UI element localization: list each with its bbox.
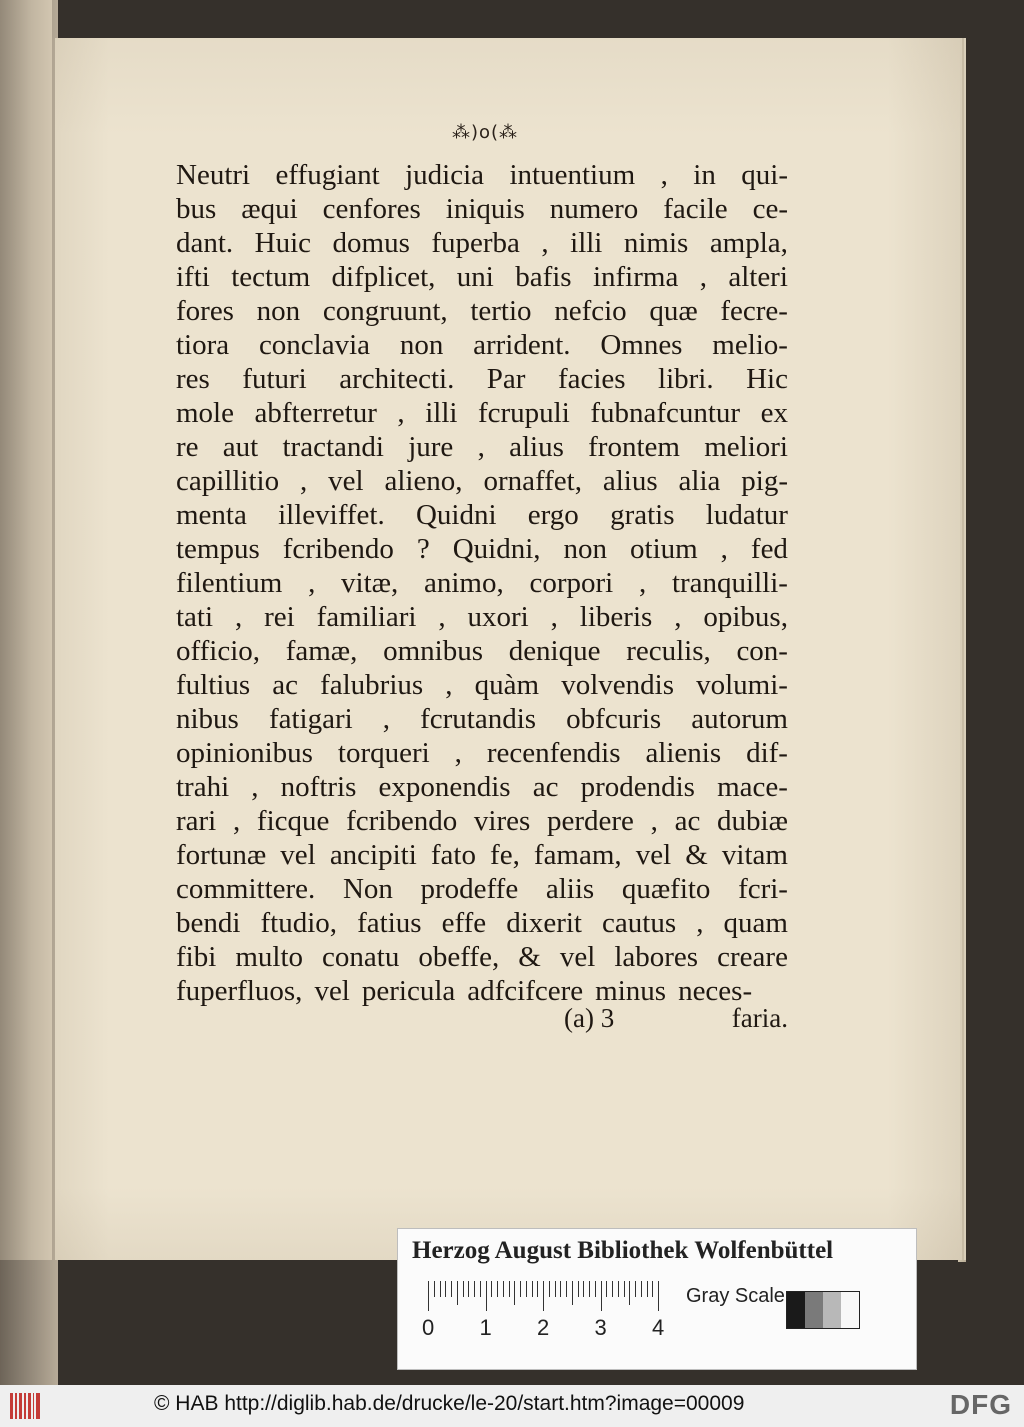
word: æqui bbox=[241, 193, 298, 225]
word: con- bbox=[736, 635, 788, 667]
word: , bbox=[454, 737, 462, 769]
word: noftris bbox=[280, 771, 357, 803]
word: volvendis bbox=[561, 669, 674, 701]
word: illi bbox=[570, 227, 603, 259]
word: dixerit bbox=[506, 907, 582, 939]
word: exponendis bbox=[378, 771, 511, 803]
word: , bbox=[445, 669, 453, 701]
word: jure bbox=[408, 431, 454, 463]
word: alia bbox=[678, 465, 721, 497]
word: menta bbox=[176, 499, 247, 531]
word: fato bbox=[430, 839, 476, 871]
word: mace- bbox=[717, 771, 788, 803]
word: ? bbox=[416, 533, 430, 565]
ruler-tick bbox=[514, 1281, 515, 1305]
word: Neutri bbox=[176, 159, 251, 191]
word: aut bbox=[222, 431, 259, 463]
facing-page bbox=[0, 0, 52, 1260]
word: Quidni, bbox=[452, 533, 541, 565]
text-line bbox=[176, 906, 788, 940]
ruler-tick bbox=[503, 1281, 504, 1297]
word: , bbox=[234, 601, 243, 633]
word: iniquis bbox=[445, 193, 525, 225]
word: perdere bbox=[546, 805, 634, 837]
ruler-tick bbox=[612, 1281, 613, 1297]
ruler-tick bbox=[537, 1281, 538, 1297]
text-line bbox=[176, 294, 788, 328]
word: fubnafcuntur bbox=[590, 397, 741, 429]
ruler-tick bbox=[520, 1281, 521, 1297]
ruler-tick bbox=[526, 1281, 527, 1297]
word: tractandi bbox=[282, 431, 384, 463]
word: in bbox=[693, 159, 716, 191]
word: futuri bbox=[242, 363, 307, 395]
word: fcribendo bbox=[282, 533, 394, 565]
word: vitæ, bbox=[341, 567, 399, 599]
word: vel bbox=[559, 941, 596, 973]
word: ornaffet, bbox=[483, 465, 582, 497]
word: libri. bbox=[658, 363, 714, 395]
word: res bbox=[176, 363, 210, 395]
ruler-tick bbox=[532, 1281, 533, 1297]
header-ornament: ⁂)o(⁂ bbox=[451, 122, 519, 143]
ruler-tick bbox=[463, 1281, 464, 1297]
word: arrident. bbox=[473, 329, 571, 361]
word: effe bbox=[441, 907, 487, 939]
word: fatigari bbox=[268, 703, 353, 735]
word: domus bbox=[332, 227, 410, 259]
copyright-link[interactable]: © HAB http://diglib.hab.de/drucke/le-20/start.htm?image=00009 bbox=[154, 1392, 745, 1415]
word: difplicet, bbox=[331, 261, 436, 293]
word: opibus, bbox=[703, 601, 788, 633]
page-footer bbox=[176, 1003, 788, 1043]
word: autorum bbox=[691, 703, 788, 735]
word: ifti bbox=[176, 261, 210, 293]
word: & bbox=[518, 941, 541, 973]
word: tectum bbox=[231, 261, 311, 293]
word: fores bbox=[176, 295, 234, 327]
text-line bbox=[176, 634, 788, 668]
ruler-tick bbox=[434, 1281, 435, 1297]
word: non bbox=[563, 533, 608, 565]
word: prodeffe bbox=[420, 873, 519, 905]
word: uni bbox=[456, 261, 494, 293]
word: ampla, bbox=[709, 227, 788, 259]
word: ftudio, bbox=[260, 907, 338, 939]
gray-scale-label: Gray Scale bbox=[686, 1285, 785, 1307]
ruler-tick bbox=[560, 1281, 561, 1297]
word: , bbox=[438, 601, 446, 633]
ruler-tick bbox=[578, 1281, 579, 1297]
word: conclavia bbox=[258, 329, 371, 361]
word: cautus bbox=[602, 907, 677, 939]
word: aliis bbox=[545, 873, 595, 905]
word: fuperfluos, bbox=[176, 975, 303, 1007]
word: prodendis bbox=[580, 771, 695, 803]
ruler-tick bbox=[549, 1281, 550, 1297]
word: tertio bbox=[470, 295, 532, 327]
word: meliori bbox=[704, 431, 788, 463]
word: vel bbox=[635, 839, 672, 871]
gray-swatch bbox=[841, 1292, 859, 1328]
text-line bbox=[176, 566, 788, 600]
word: rari bbox=[176, 805, 217, 837]
word: Quidni bbox=[415, 499, 497, 531]
ruler-tick bbox=[601, 1281, 602, 1311]
word: , bbox=[299, 465, 308, 497]
ruler-tick bbox=[451, 1281, 452, 1297]
word: volumi- bbox=[696, 669, 788, 701]
hab-logo-icon bbox=[10, 1393, 40, 1419]
word: neces- bbox=[678, 975, 753, 1007]
word: fcri- bbox=[738, 873, 788, 905]
ruler-tick bbox=[572, 1281, 573, 1305]
word: mole bbox=[176, 397, 234, 429]
ruler-number: 3 bbox=[594, 1315, 607, 1340]
word: numero bbox=[549, 193, 639, 225]
ruler-tick bbox=[486, 1281, 487, 1311]
gray-swatch bbox=[787, 1292, 805, 1328]
word: otium bbox=[630, 533, 698, 565]
word: nimis bbox=[623, 227, 689, 259]
word: illi bbox=[425, 397, 458, 429]
word: ficque bbox=[256, 805, 330, 837]
word: fatius bbox=[357, 907, 422, 939]
word: labores bbox=[614, 941, 699, 973]
word: alienis bbox=[645, 737, 722, 769]
catchword: faria. bbox=[731, 1003, 788, 1033]
credit-bar bbox=[0, 1385, 1024, 1427]
word: & bbox=[685, 839, 708, 871]
body-text bbox=[176, 158, 788, 1008]
text-line bbox=[176, 396, 788, 430]
word: Par bbox=[486, 363, 526, 395]
word: fultius bbox=[176, 669, 251, 701]
word: bus bbox=[176, 193, 217, 225]
ruler-tick bbox=[647, 1281, 648, 1297]
word: ancipiti bbox=[329, 839, 417, 871]
word: alieno, bbox=[384, 465, 463, 497]
word: ce- bbox=[752, 193, 788, 225]
word: tiora bbox=[176, 329, 230, 361]
word: famam, bbox=[533, 839, 622, 871]
word: , bbox=[638, 567, 647, 599]
word: fecre- bbox=[720, 295, 788, 327]
ruler-tick bbox=[618, 1281, 619, 1297]
ruler-tick bbox=[606, 1281, 607, 1297]
ruler-tick bbox=[474, 1281, 475, 1297]
word: melio- bbox=[712, 329, 788, 361]
text-line bbox=[176, 226, 788, 260]
text-line bbox=[176, 770, 788, 804]
word: ergo bbox=[527, 499, 579, 531]
word: architecti. bbox=[339, 363, 455, 395]
ruler-tick bbox=[635, 1281, 636, 1297]
word: Omnes bbox=[600, 329, 683, 361]
word: ac bbox=[532, 771, 559, 803]
word: abfterretur bbox=[254, 397, 377, 429]
ruler-tick bbox=[595, 1281, 596, 1297]
word: facies bbox=[557, 363, 626, 395]
ruler-tick bbox=[658, 1281, 659, 1311]
ruler-tick bbox=[440, 1281, 441, 1297]
word: fcrupuli bbox=[477, 397, 570, 429]
word: , bbox=[541, 227, 549, 259]
word: torqueri bbox=[337, 737, 430, 769]
word: , bbox=[382, 703, 391, 735]
ruler-tick bbox=[652, 1281, 653, 1297]
text-line bbox=[176, 940, 788, 974]
ruler-tick bbox=[589, 1281, 590, 1297]
word: creare bbox=[717, 941, 788, 973]
word: pig- bbox=[741, 465, 788, 497]
word: multo bbox=[235, 941, 303, 973]
signature-mark: (a) 3 bbox=[564, 1003, 615, 1033]
word: pericula bbox=[361, 975, 456, 1007]
word: Huic bbox=[254, 227, 312, 259]
color-reference-card bbox=[397, 1228, 917, 1370]
word: falubrius bbox=[320, 669, 424, 701]
word: fuperba bbox=[431, 227, 520, 259]
ruler-number: 4 bbox=[652, 1315, 665, 1340]
word: fcrutandis bbox=[420, 703, 537, 735]
word: filentium bbox=[176, 567, 283, 599]
word: cenfores bbox=[322, 193, 421, 225]
text-line bbox=[176, 328, 788, 362]
word: Hic bbox=[746, 363, 788, 395]
word: fcribendo bbox=[346, 805, 458, 837]
word: , bbox=[696, 907, 704, 939]
text-line bbox=[176, 804, 788, 838]
word: , bbox=[720, 533, 728, 565]
word: ludatur bbox=[705, 499, 788, 531]
word: trahi bbox=[176, 771, 230, 803]
word: vires bbox=[473, 805, 531, 837]
ruler-number: 1 bbox=[479, 1315, 492, 1340]
text-line bbox=[176, 702, 788, 736]
word: animo, bbox=[424, 567, 504, 599]
ruler-tick bbox=[480, 1281, 481, 1297]
word: opinionibus bbox=[176, 737, 313, 769]
scale-ruler bbox=[428, 1281, 673, 1331]
word: famæ, bbox=[285, 635, 358, 667]
word: , bbox=[477, 431, 485, 463]
ruler-tick bbox=[428, 1281, 429, 1311]
text-line bbox=[176, 600, 788, 634]
ruler-tick bbox=[509, 1281, 510, 1297]
word: conatu bbox=[322, 941, 400, 973]
ruler-tick bbox=[629, 1281, 630, 1305]
word: bendi bbox=[176, 907, 241, 939]
word: vel bbox=[280, 839, 316, 871]
word: denique bbox=[508, 635, 601, 667]
word: fibi bbox=[176, 941, 217, 973]
word: quæ bbox=[649, 295, 698, 327]
word: gratis bbox=[610, 499, 675, 531]
word: committere. bbox=[176, 873, 316, 905]
word: ac bbox=[674, 805, 701, 837]
ruler-tick bbox=[497, 1281, 498, 1297]
word: alius bbox=[602, 465, 658, 497]
gray-swatch bbox=[823, 1292, 841, 1328]
ruler-number: 0 bbox=[422, 1315, 435, 1340]
word: judicia bbox=[405, 159, 485, 191]
word: illeviffet. bbox=[278, 499, 385, 531]
word: alteri bbox=[728, 261, 788, 293]
word: recenfendis bbox=[486, 737, 621, 769]
word: minus bbox=[595, 975, 667, 1007]
word: omnibus bbox=[383, 635, 483, 667]
text-line bbox=[176, 430, 788, 464]
word: frontem bbox=[588, 431, 680, 463]
word: , bbox=[660, 159, 668, 191]
gray-swatches bbox=[786, 1291, 860, 1329]
word: non bbox=[399, 329, 444, 361]
word: uxori bbox=[467, 601, 529, 633]
ruler-tick bbox=[457, 1281, 458, 1305]
word: , bbox=[674, 601, 682, 633]
text-line bbox=[176, 736, 788, 770]
word: intuentium bbox=[509, 159, 636, 191]
text-line bbox=[176, 872, 788, 906]
word: , bbox=[251, 771, 259, 803]
word: alius bbox=[509, 431, 564, 463]
ruler-tick bbox=[491, 1281, 492, 1297]
word: familiari bbox=[316, 601, 417, 633]
word: tempus bbox=[176, 533, 260, 565]
word: infirma bbox=[592, 261, 679, 293]
text-line bbox=[176, 464, 788, 498]
ruler-tick bbox=[543, 1281, 544, 1311]
word: , bbox=[232, 805, 241, 837]
text-line bbox=[176, 362, 788, 396]
word: vel bbox=[314, 975, 350, 1007]
word: , bbox=[397, 397, 405, 429]
text-line bbox=[176, 158, 788, 192]
word: dif- bbox=[746, 737, 788, 769]
text-line bbox=[176, 192, 788, 226]
library-name: Herzog August Bibliothek Wolfenbüttel bbox=[412, 1237, 834, 1264]
text-line bbox=[176, 838, 788, 872]
text-line bbox=[176, 668, 788, 702]
word: non bbox=[256, 295, 301, 327]
word: ex bbox=[760, 397, 788, 429]
word: liberis bbox=[579, 601, 653, 633]
word: quam bbox=[723, 907, 788, 939]
word: , bbox=[550, 601, 558, 633]
word: Non bbox=[342, 873, 393, 905]
word: rei bbox=[264, 601, 295, 633]
word: dant. bbox=[176, 227, 234, 259]
word: vitam bbox=[721, 839, 788, 871]
ruler-tick bbox=[583, 1281, 584, 1297]
gray-swatch bbox=[805, 1292, 823, 1328]
text-line bbox=[176, 260, 788, 294]
word: adfcifcere bbox=[467, 975, 584, 1007]
word: fe, bbox=[490, 839, 520, 871]
text-line bbox=[176, 498, 788, 532]
word: , bbox=[308, 567, 316, 599]
dfg-logo: DFG bbox=[949, 1389, 1012, 1420]
word: congruunt, bbox=[322, 295, 448, 327]
word: bafis bbox=[515, 261, 572, 293]
word: corpori bbox=[529, 567, 614, 599]
word: fortunæ bbox=[176, 839, 267, 871]
word: tati bbox=[176, 601, 214, 633]
word: ac bbox=[272, 669, 298, 701]
word: tranquilli- bbox=[671, 567, 788, 599]
word: quæfito bbox=[621, 873, 711, 905]
word: nibus bbox=[176, 703, 239, 735]
word: , bbox=[699, 261, 707, 293]
ruler-tick bbox=[566, 1281, 567, 1297]
word: obfcuris bbox=[566, 703, 662, 735]
word: officio, bbox=[176, 635, 261, 667]
ruler-tick bbox=[624, 1281, 625, 1297]
ruler-tick bbox=[445, 1281, 446, 1297]
word: reculis, bbox=[626, 635, 711, 667]
word: effugiant bbox=[275, 159, 380, 191]
word: obeffe, bbox=[418, 941, 500, 973]
text-line bbox=[176, 532, 788, 566]
ruler-number: 2 bbox=[537, 1315, 550, 1340]
word: nefcio bbox=[554, 295, 627, 327]
word: dubiæ bbox=[717, 805, 788, 837]
word: vel bbox=[328, 465, 364, 497]
word: , bbox=[650, 805, 658, 837]
word: quàm bbox=[474, 669, 540, 701]
word: capillitio bbox=[176, 465, 280, 497]
word: re bbox=[176, 431, 199, 463]
word: facile bbox=[663, 193, 728, 225]
word: qui- bbox=[741, 159, 788, 191]
ruler-tick bbox=[555, 1281, 556, 1297]
word: fed bbox=[750, 533, 788, 565]
ruler-tick bbox=[468, 1281, 469, 1297]
ruler-tick bbox=[641, 1281, 642, 1297]
